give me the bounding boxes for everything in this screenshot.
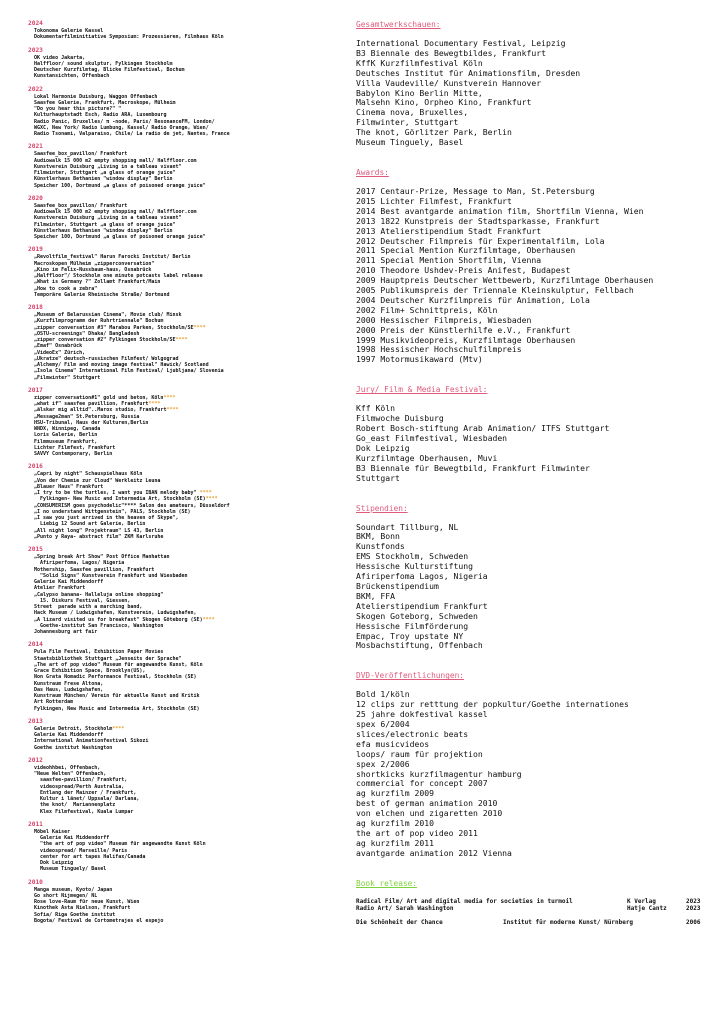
exhibition-entry: Möbel Kaiser [34, 828, 71, 835]
cv-section [356, 20, 708, 148]
star-marker: **** [193, 324, 206, 331]
year-entries [28, 55, 328, 80]
exhibition-entry: HSU-Tribunal, Haus der Kulturen,Berlin [34, 419, 149, 426]
section-entry: spex 6/2004 [356, 719, 410, 730]
exhibition-entry: Filmwinter, Stuttgart „a glass of orange juice" [34, 221, 176, 228]
star-marker: **** [112, 725, 125, 732]
section-entry: Malsehn Kino, Orpheo Kino, Frankfurt [356, 97, 532, 108]
section-entry: 12 clips zur retttung der popkultur/Goethe internationes [356, 699, 629, 710]
year-entries [28, 829, 328, 873]
exhibition-entry: „Isola Cinema" International Film Festival/ Ljubljana/ Slovenia [34, 368, 224, 375]
star-marker: **** [199, 490, 212, 496]
exhibition-entry: Kunstverein Duisburg „Living in a tableau vivant" [34, 215, 182, 222]
exhibition-entry: „Halffloor"/ Stockholm one minute potcasts label release [34, 273, 203, 279]
exhibition-entry: Künstlerhaus Bethanien "window display" Berlin [34, 176, 173, 183]
star-marker: **** [166, 407, 179, 414]
exhibition-entry: „what if" saasfee pavillion, Frankfurt**** [34, 401, 161, 407]
exhibition-entry: Audiowalk 15 000 m2 empty shopping mall/ Halffloor.com [34, 209, 197, 215]
section-entry: ag kurzfilm 2010 [356, 818, 434, 829]
section-entry: B3 Biennale für Bewegtbild, Frankfurt Filmwinter [356, 462, 590, 473]
exhibition-entry: Goethe institut Washington [34, 744, 113, 751]
section-entry: Hessische Kulturstiftung [356, 561, 473, 572]
exhibition-entry: „Alchemy/ Film and moving image festival" Hawick/ Scotland [34, 362, 209, 368]
section-entry: loops/ raum für projektion [356, 748, 483, 759]
section-entry: Hessische Filmförderung [356, 620, 469, 631]
section-entry: Stuttgart [356, 472, 400, 483]
exhibition-entry: Macroskopen_Mülheim „zipperconversation" [34, 260, 155, 267]
year-heading: 2010 [28, 878, 43, 886]
year-heading: 2020 [28, 194, 43, 202]
section-entry: slices/electronic beats [356, 728, 469, 739]
book-year: 2023 [686, 897, 701, 905]
section-entry: 2002 Film+ Schnittpreis, Köln [356, 304, 498, 315]
exhibition-entry: Speicher 100, Dortmund „a glass of poisoned orange juice" [34, 234, 206, 240]
exhibition-entry: Kulturhauptstadt Esch, Radio ARA, Luxembourg [34, 112, 167, 119]
section-entry: commercial for concept 2007 [356, 778, 488, 789]
exhibition-entry: Manga museum, Kyoto/ Japan [34, 886, 113, 893]
year-heading: 2012 [28, 756, 43, 764]
exhibition-entry: „Von der Chemie zur Cloud" Werkleitz Leuna [34, 477, 161, 484]
exhibition-entry: „zipper conversation #2" Fylkingen Stockholm/SE**** [34, 337, 188, 343]
exhibition-entry: „Blauer Haus" Frankfurt [34, 483, 104, 490]
section-entry: ag kurzfilm 2011 [356, 837, 434, 848]
year-heading: 2017 [28, 386, 43, 394]
exhibition-entry: „What is Germany ?" Zollamt Frankfurt/Main [34, 279, 161, 286]
section-entry: Soundart Tillburg, NL [356, 521, 459, 532]
exhibition-entry: „älskar mig alltid"..Marox studio, Frankfurt**** [34, 407, 179, 414]
exhibition-entry: Dok Leipzig [34, 860, 74, 866]
section-entry: 2013 Atelierstipendium Stadt Frankfurt [356, 225, 542, 236]
year-heading: 2022 [28, 85, 43, 93]
exhibition-entry: Entlang der Mainzer / Frankfurt, [34, 789, 137, 796]
exhibition-entry: „Spring break Art Show" Post Office Manhattan [34, 554, 170, 560]
section-entry: Kurzfilmtage Oberhausen, Muvi [356, 452, 498, 463]
section-entry: Villa Vaudeville/ Kunstverein Hannover [356, 77, 542, 88]
exhibition-entry: the knot/ Mariannenplatz [34, 802, 116, 809]
exhibition-entry: „zipper conversation #3" Marabou Parken, Stockholm/SE**** [34, 324, 206, 331]
section-entry: 25 jahre dokfestival kassel [356, 709, 488, 720]
section-entry: 2010 Theodore Ushdev-Preis Anifest, Budapest [356, 265, 571, 276]
exhibition-entry: Das Haus, Ludwigshafen, [34, 686, 104, 693]
star-marker: **** [148, 401, 161, 407]
section-entry: Babylon Kino Berlin Mitte, [356, 87, 483, 98]
exhibition-entry: Filmwinter, Stuttgart „a glass of orange juice" [34, 170, 176, 176]
exhibition-entry: „OSTU-screenings" Dhaka/ Bangladesh [34, 330, 140, 337]
section-entry: 2012 Deutscher Filmpreis für Experimentalfilm, Lola [356, 235, 605, 246]
section-entry: 1997 Motormusikaward (Mtv) [356, 354, 483, 365]
year-entries [28, 28, 328, 41]
year-entries [28, 151, 328, 189]
exhibition-entry: 15. Diskurs Festival, Giessen, [34, 597, 131, 604]
exhibition-entry: Kunstverein Duisburg „Living in a tableau vivant" [34, 163, 182, 170]
exhibition-entry: Kultur i länet/ Uppsala/ Darlana, [34, 796, 140, 802]
year-heading: 2011 [28, 820, 43, 828]
section-entry: 1998 Hessischer Hochschulfilmpreis [356, 344, 522, 355]
section-entry: efa musicvideos [356, 738, 430, 749]
star-marker: **** [205, 496, 218, 503]
exhibition-entry: Street parade with a marching band, [34, 604, 143, 610]
book-publisher: Hatje Cantz [627, 905, 667, 913]
star-marker: **** [163, 394, 176, 401]
section-entry: 2013 1822 Kunstpreis der Stadtsparkasse, Frankfurt [356, 215, 600, 226]
exhibition-entry: Kunstraum München/ Verein für aktuelle Kunst und Kritik [34, 693, 200, 699]
exhibition-entry: Art Rotterdam [34, 699, 74, 706]
section-entry: 2011 Special Mention Kurzfilmtage, Oberhausen [356, 245, 576, 256]
exhibition-entry: Saasfee_box_pavillon/ Frankfurt [34, 151, 128, 158]
section-entry: Kff Köln [356, 403, 395, 414]
exhibition-entry: Kunstraum Frese Altona, [34, 680, 104, 687]
section-entry: KffK Kurzfilmfestival Köln [356, 57, 483, 68]
exhibition-entry: „CONSUMERISM goes psychodelic"**** Salon des amateurs, Düsseldorf [34, 502, 230, 509]
exhibition-entry: Tokonoma Galerie Kassel [34, 28, 104, 34]
exhibition-entry: zipper conversation#1" gold und beton, Köln**** [34, 394, 176, 401]
cv-section [356, 168, 708, 365]
section-entry: B3 Biennale des Bewegtbildes, Frankfurt [356, 47, 547, 58]
exhibition-entry: Bogota/ Festival de Cortometrajes el espejo [34, 917, 164, 924]
star-marker: **** [202, 616, 215, 623]
exhibition-entry: Galerie Kai Middendorff [34, 579, 104, 585]
exhibition-entry: Radio Tsonami, Valparaiso, Chile/ La radio de jet, Nantes, France [34, 131, 230, 137]
year-entries [28, 649, 328, 712]
book-row [356, 919, 708, 927]
exhibition-entry: Lichter Filmfest, Frankfurt [34, 444, 116, 451]
exhibition-entry: „I try to be the turtles, I want you IBAN melody baby" **** [34, 490, 212, 496]
section-entry: Dok Leipzig [356, 442, 410, 453]
section-entry: 1999 Musikvideopreis, Kurzfilmtage Oberhausen [356, 334, 576, 345]
exhibition-entry: Go short Nijmegen/ NL [34, 892, 98, 899]
exhibition-entry: Mothership, Saasfee pavillion, Frankfurt [34, 566, 155, 573]
exhibition-entry: International Animationfestival Sikozi [34, 738, 149, 745]
book-year: 2023 [686, 905, 701, 913]
section-heading: Stipendien: [356, 503, 408, 513]
year-heading: 2015 [28, 546, 43, 553]
exhibition-entry: Temporäre Galerie Rheinische Straße/ Dortmund [34, 291, 170, 298]
exhibition-entry: OK video Jakarta, [34, 54, 86, 61]
exhibition-entry: Rose love-Raum für neue Kunst, Wien [34, 899, 140, 905]
exhibition-entry: Klex Filmfestival, Kuala Lumpar [34, 808, 134, 815]
year-entries [28, 726, 328, 751]
year-entries [28, 887, 328, 925]
exhibition-entry: Speicher 100, Dortmund „a glass of poisoned orange juice" [34, 182, 206, 189]
exhibition-entry: Galerie Kai Middendorff [34, 732, 104, 738]
exhibition-entry: Sofia/ Riga Goethe institut [34, 911, 116, 918]
book-title: Radical Film/ Art and digital media for societies in turmoil [356, 897, 573, 905]
exhibition-entry: „Ukratze" deutsch-russischen Filmfest/ Wolgograd [34, 355, 179, 362]
exhibition-entry: „A lizard visited us for breakfast" Skogen Göteborg (SE)**** [34, 616, 215, 623]
section-heading: Gesamtwerkschauen: [356, 20, 441, 29]
year-entries [28, 554, 328, 635]
year-heading: 2021 [28, 143, 43, 151]
exhibition-entry: "Neue Welten" Offenbach, [34, 771, 107, 777]
exhibition-entry: Staatsbibliothek Stuttgart „Jenseits der Sprache" [34, 655, 182, 662]
section-entry: 2005 Publikumspreis der Triennale Kleinskulptur, Fellbach [356, 285, 634, 296]
exhibition-entry: WGXC, New York/ Radio Lumbung, Kassel/ Radio Orange, Wien/ [34, 124, 209, 131]
exhibition-entry: Saasfee_box_pavillon/ Frankfurt [34, 202, 128, 209]
book-title: Radio Art/ Sarah Washington [356, 905, 454, 913]
exhibition-entry: Pula Film Festival, Exhibition Paper Movies [34, 649, 164, 656]
exhibition-entry: Johannesburg art fair [34, 629, 98, 635]
section-entry: Filmwoche Duisburg [356, 413, 444, 424]
exhibition-entry: Non Grata Nomadic Performance Festival, Stockholm (SE) [34, 674, 197, 681]
section-entry: 2000 Hessischer Filmpreis, Wiesbaden [356, 314, 532, 325]
exhibition-entry: „The art of pop video" Museum für angewandte Kunst, Köln [34, 661, 203, 668]
exhibition-entry: „VideoEx" Zürich, [34, 349, 86, 356]
year-heading: 2016 [28, 463, 43, 471]
exhibition-entry: videospread/Perth Australia, [34, 783, 125, 790]
section-entry: Cinema nova, Bruxelles, [356, 107, 469, 118]
exhibition-entry: Deutscher Kurzfilmtag, Blicke Filmfestival, Bochum [34, 67, 185, 73]
star-marker: **** [175, 337, 188, 343]
exhibition-entry: Galerie Kai Middendorff [34, 835, 110, 841]
section-entry: 2014 Best avantgarde animation film, Shortfilm Vienna, Wien [356, 205, 644, 216]
exhibition-entry: „All night long" Projektraum" LS 43, Berlin [34, 527, 164, 534]
section-entry: 2009 Hauptpreis Deutscher Wettbewerb, Kurzfilmtage Oberhausen [356, 275, 654, 286]
year-entries [28, 765, 328, 815]
exhibition-entry: Lokal Harmonie Duisburg, Waggon Offenbach [34, 93, 158, 100]
exhibition-entry: Galerie Detroit, Stockholm**** [34, 725, 125, 732]
exhibition-entry: „Museum of Belarussian Cinema", Movie club/ Minsk [34, 312, 182, 318]
section-entry: Museum Tinguely, Basel [356, 137, 464, 148]
section-entry: Brückenstipendium [356, 580, 439, 591]
section-entry: International Documentary Festival, Leipzig [356, 38, 566, 48]
year-entries [28, 312, 328, 381]
section-entry: BKM, FFA [356, 590, 395, 601]
section-entry: the art of pop video 2011 [356, 828, 478, 838]
year-heading: 2013 [28, 717, 43, 725]
year-entries [28, 254, 328, 298]
exhibition-entry: Atelier Frankfurt [34, 585, 86, 592]
exhibition-entry: „I saw you just arrived in the heaven of Skype", [34, 515, 179, 521]
section-entry: von elchen und zigaretten 2010 [356, 808, 503, 819]
section-entry: Go_east Filmfestival, Wiesbaden [356, 433, 508, 443]
book-publisher: Institut für moderne Kunst/ Nürnberg [503, 918, 634, 926]
section-entry: Mosbachstiftung, Offenbach [356, 640, 483, 651]
exhibition-entry: „Capri by night" Schauspielhaus Köln [34, 471, 143, 478]
exhibition-entry: „Kino im Felix-Nussbaum-haus, Osnabrück [34, 266, 152, 273]
section-entry: Afiriperfoma Lagos, Nigeria [356, 571, 488, 582]
exhibition-entry: videohhbei, Offenbach, [34, 764, 101, 771]
exhibition-entry: WNDX, Winnipeg, Canada [34, 426, 101, 432]
exhibition-entry: SAVVY Contemporary, Berlin [34, 451, 113, 457]
exhibition-entry: „Kurzfilmprogramm der Ruhrtriennale" Bochum [34, 318, 164, 325]
section-entry: Skogen Goteborg, Schweden [356, 610, 478, 621]
exhibition-entry: Liebig 12 Sound art Galerie, Berlin [34, 521, 146, 528]
section-entry: avantgarde animation 2012 Vienna [356, 847, 512, 858]
exhibition-entry: Kunstansichten, Offenbach [34, 73, 110, 80]
book-release-section [356, 879, 708, 927]
book-year: 2006 [686, 918, 701, 926]
exhibition-entry: „Punto y Raya- abstract film" ZKM Karlsruhe [34, 533, 164, 540]
section-heading: Jury/ Film & Media Festival: [356, 385, 488, 395]
exhibition-entry: „Filmwinter" Stuttgart [34, 374, 101, 381]
section-entry: Atelierstipendium Frankfurt [356, 600, 488, 611]
exhibition-entry: Grace Exhibition Space, Brooklyn(US), [34, 668, 146, 674]
exhibition-entry: "Do you hear this picture?" " [34, 106, 122, 112]
cv-section [356, 504, 708, 652]
exhibition-entry: Radio Panic, Bruxelles/ π -node, Paris/ ResonanceFM, London/ [34, 118, 215, 125]
section-heading: Awards: [356, 167, 389, 177]
section-entry: 2000 Preis der Künstlerhilfe e.V., Frankfurt [356, 324, 571, 335]
year-heading: 2023 [28, 46, 43, 54]
section-entry: shortkicks kurzfilmagentur hamburg [356, 768, 522, 779]
section-entry: Kunstfonds [356, 541, 405, 552]
year-entries [28, 203, 328, 241]
book-row [356, 905, 708, 913]
exhibition-entry: Afiriperfoma, Lagos/ Nigeria [34, 560, 125, 567]
exhibition-entry: Audiowalk 15 000 m2 empty shopping mall/ Halffloor.com [34, 157, 197, 164]
cv-section [356, 385, 708, 483]
year-entries [28, 395, 328, 458]
section-entry: EMS Stockholm, Schweden [356, 551, 469, 562]
book-title: Die Schönheit der Chance [356, 918, 443, 926]
exhibition-entry: Goethe-institut San Francisco, Washington [34, 622, 164, 629]
exhibition-entry: „How to cook a zebra" [34, 285, 98, 292]
exhibition-entry: Halffloor/ sound skulptur, Fylkingen Stockholm [34, 60, 173, 67]
section-entry: Empac, Troy upstate NY [356, 630, 464, 641]
exhibition-entry: Künstlerhaus Bethanien "window display" Berlin [34, 227, 173, 234]
exhibition-entry: „Emaf" Osnabrück [34, 343, 83, 350]
section-entry: 2017 Centaur-Prize, Message to Man, St.Petersburg [356, 185, 595, 196]
section-entry: Filmwinter, Stuttgart [356, 117, 459, 128]
section-entry: Deutsches Institut für Animationsfilm, Dresden [356, 67, 581, 78]
section-entry: Bold 1/köln [356, 689, 410, 700]
exhibition-entry: saasfee-pavillion/ Frankfurt, [34, 777, 128, 784]
exhibition-history-column [28, 20, 328, 924]
section-heading: Book release: [356, 878, 418, 888]
year-entries [28, 471, 328, 540]
exhibition-entry: "Solid Signs" Kunstverein Frankfurt und Wiesbaden [34, 572, 188, 579]
year-heading: 2014 [28, 641, 43, 649]
exhibition-entry: Fylkingen, New Music and Intermedia Art, Stockholm (SE) [34, 705, 200, 712]
exhibition-entry: „Message2man" St.Petersburg, Russia [34, 413, 140, 420]
section-heading: DVD-Veröffentlichungen: [356, 671, 464, 681]
section-entry: Robert Bosch-stiftung Arab Animation/ ITFS Stuttgart [356, 423, 610, 434]
section-entry: ag kurzfilm 2009 [356, 788, 434, 799]
section-entry: spex 2/2006 [356, 758, 410, 769]
section-entry: 2004 Deutscher Kurzfilmpreis für Animation, Lola [356, 294, 590, 305]
section-entry: 2015 Lichter Filmfest, Frankfurt [356, 195, 512, 206]
section-entry: The knot, Görlitzer Park, Berlin [356, 127, 512, 138]
cv-section [356, 671, 708, 858]
exhibition-entry: „Calypso banana- Halleluja online shopping" [34, 591, 164, 598]
section-entry: BKM, Bonn [356, 531, 400, 542]
exhibition-entry: Museum Tinguely/ Basel [34, 866, 107, 873]
exhibition-entry: Kinothek Asta Nielson, Frankfurt [34, 905, 131, 912]
exhibition-entry: videospread/ Marseille/ Paris [34, 847, 128, 854]
exhibition-entry: „Revoltfilm_festival" Harun Farocki Institut/ Berlin [34, 254, 191, 261]
exhibition-entry: „I no understand Wittgenstein", PALS, Stockholm (SE) [34, 508, 191, 515]
exhibition-entry: Loris Galerie, Berlin [34, 432, 98, 439]
exhibition-entry: Dokumentarfilminitiative Symposium: Prozessieren, Filmhaus Köln [34, 34, 224, 41]
year-heading: 2018 [28, 304, 43, 311]
exhibition-entry: Filmmuseum Frankfurt, [34, 438, 98, 445]
cv-sections-column [356, 20, 708, 947]
year-heading: 2019 [28, 246, 43, 254]
book-publisher: K Verlag [627, 897, 656, 905]
exhibition-entry: Hack Museum / Ludwigshafen, Kunstverein, Ludwigshafen, [34, 610, 197, 617]
exhibition-entry: center for art tapes Halifax/Canada [34, 853, 146, 860]
section-entry: 2011 Special Mention Shortfilm, Vienna [356, 255, 542, 266]
section-entry: best of german animation 2010 [356, 798, 498, 809]
year-entries [28, 94, 328, 138]
exhibition-entry: "the art of pop video" Museum für angewandte Kunst Köln [34, 841, 206, 848]
exhibition-entry: Saasfee Galerie, Frankfurt, Macroskope, Mülheim [34, 99, 176, 106]
exhibition-entry: Fylkingen- New Music and Intermedia Art, Stockholm (SE)**** [34, 496, 218, 503]
year-heading: 2024 [28, 20, 43, 27]
book-row [356, 898, 708, 906]
